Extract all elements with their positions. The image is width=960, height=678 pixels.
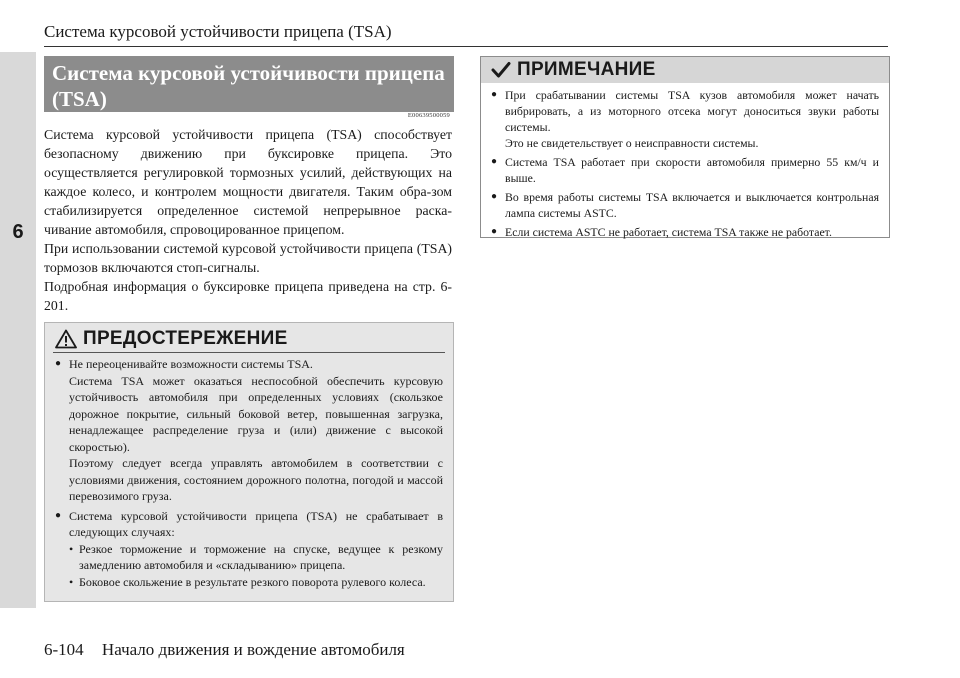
note-bullet-3 [491,189,879,221]
bullet-dot-icon: ● [55,509,62,521]
sub-bullet-icon: • [69,574,74,589]
warning-bullet-2-lead: Система курсовой устойчивости прицепа (TSA) не срабатывает в следующих случаях: [69,508,443,539]
note-bullet-1-extra: Это не свидетельствует о неисправности системы. [505,136,759,150]
warning-header [45,326,453,352]
section-code: E00639500059 [407,112,450,119]
section-title-line1: Система курсовой устойчивости прицепа [52,61,445,85]
warning-bullet-1-lead: Не переоценивайте возможности системы TSA. [69,357,313,371]
section-title-line2: (TSA) [52,87,107,111]
warning-sub-item-2-text: Боковое скольжение в результате резкого поворота рулевого колеса. [79,574,426,589]
chapter-title: Начало движения и вождение автомобиля [101,640,405,659]
header-rule [44,46,888,47]
bullet-dot-icon: ● [491,156,498,167]
warning-title: ПРЕДОСТЕРЕЖЕНИЕ [83,328,288,349]
body-paragraph-2: При использовании системой курсовой устойчивости прицепа (TSA) тормозов включаются стоп-сигналы. [44,241,452,275]
body-text [44,125,452,315]
sub-bullet-icon: • [69,541,74,556]
bullet-dot-icon: ● [491,89,498,100]
note-bullet-4 [491,224,879,241]
bullet-dot-icon: ● [55,358,62,369]
body-paragraph-1: Система курсовой устойчивости прицепа (TSA) способствует безопасному движению при буксировке прицепа. Это осуществляется регулировкой тормозных усилий, действующих на каждое колесо, и контролем мощности двигателя. Таким обра-зом стабилизируется определенное системой непрерывное раска-чивание автомобиля, спровоцированное прицепом. [44,127,452,237]
warning-sub-item-1 [69,541,443,574]
note-bullet-2-text: Система TSA работает при скорости автомобиля примерно 55 км/ч и выше. [505,155,879,185]
note-bullet-3-text: Во время работы системы TSA включается и выключается контрольная лампа системы ASTC. [505,190,879,220]
note-bullet-1-text: При срабатывании системы TSA кузов автомобиля может начать вибрировать, а из моторного отсека могут доноситься звуки работы системы. [505,88,879,134]
warning-bullet-2 [55,508,443,591]
warning-bullet-1-para2: Поэтому следует всегда управлять автомобилем в соответствии с условиями движения, состоянием дорожного полотна, погодой и массой перевозимого груза. [69,456,443,503]
note-title: ПРИМЕЧАНИЕ [517,59,656,80]
note-box [480,56,890,238]
chapter-number: 6 [12,220,24,243]
note-bullet-2 [491,154,879,186]
chapter-side-tab [0,52,36,608]
warning-sub-item-1-text: Резкое торможение и торможение на спуске, ведущее к резкому замедлению автомобиля и «складыванию» прицепа. [79,541,443,572]
section-title [44,56,454,112]
check-mark-icon [491,61,511,79]
warning-box [44,322,454,602]
page-number: 6-104 [44,640,84,659]
bullet-dot-icon: ● [491,226,498,237]
note-bullet-1 [491,87,879,151]
note-bullet-4-text: Если система ASTC не работает, система TSA также не работает. [505,225,832,239]
warning-body [45,353,453,590]
warning-bullet-1-para1: Система TSA может оказаться неспособной обеспечить курсовую устойчивость автомобиля при определенных условиях (скользкое дорожное покрытие, сильный боковой ветер, повышенная загрузка, ненадлежащее распределение груза и (или) движение с высокой скоростью). [69,373,443,454]
warning-sub-item-2 [69,574,443,591]
running-head: Система курсовой устойчивости прицепа (TSA) [44,22,392,41]
page-footer [44,640,405,660]
warning-triangle-icon [55,329,77,349]
warning-bullet-1 [55,356,443,505]
body-paragraph-3: Подробная информация о буксировке прицепа приведена на стр. 6-201. [44,279,452,313]
note-header [481,57,889,83]
bullet-dot-icon: ● [491,191,498,202]
note-body [481,83,889,241]
